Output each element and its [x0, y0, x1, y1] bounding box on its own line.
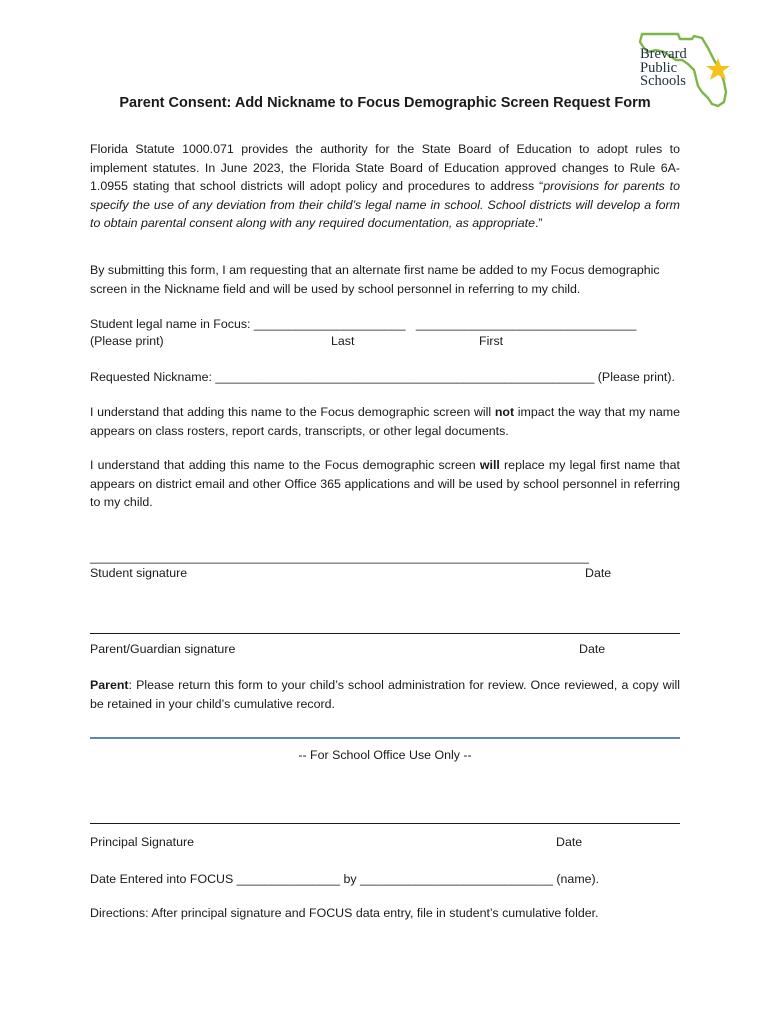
logo-word-schools: Schools	[640, 73, 686, 89]
understand-will-paragraph	[90, 456, 680, 512]
principal-signature-line[interactable]	[90, 823, 680, 824]
submit-paragraph: By submitting this form, I am requesting that an alternate first name be added to my Focus demographic screen in the Nickname field and will be used by school personnel in referring to my child.	[90, 263, 660, 296]
understand-will-bold: will	[479, 458, 500, 472]
please-print-label: (Please print)	[90, 334, 164, 348]
student-signature-label: Student signature	[90, 566, 188, 580]
intro-paragraph	[90, 140, 680, 233]
office-use-header: -- For School Office Use Only --	[298, 748, 472, 762]
nickname-field[interactable]: Requested Nickname: _______________________________________________________ (Please print).	[90, 370, 675, 384]
parent-signature-label: Parent/Guardian signature	[90, 642, 236, 656]
parent-note-text: : Please return this form to your child’s school administration for review. Once reviewed, a copy will be retained in your child’s cumulative record.	[90, 678, 680, 711]
understand-will-after: replace my legal first name that appears on district email and other Office 365 applications and will be used by school personnel in referring to my child.	[90, 458, 680, 509]
understand-not-after: impact the way that my name appears on class rosters, report cards, transcripts, or other legal documents.	[90, 405, 680, 438]
intro-end: .”	[534, 216, 543, 230]
logo-word-public: Public	[640, 59, 678, 76]
first-name-label: First	[479, 334, 504, 348]
principal-date-label: Date	[556, 835, 583, 849]
intro-text: Florida Statute 1000.071 provides the authority for the State Board of Education to adopt rules to implement statutes. In June 2023, the Florida State Board of Education approved changes to Rule 6A-1.0955 stating that school districts will adopt policy and procedures to address “	[90, 142, 680, 193]
understand-not-before: I understand that adding this name to the Focus demographic screen will	[90, 405, 495, 419]
last-name-label: Last	[331, 334, 355, 348]
parent-note-bold: Parent	[90, 678, 129, 692]
principal-signature-label: Principal Signature	[90, 835, 195, 849]
understand-will-before: I understand that adding this name to the Focus demographic screen	[90, 458, 480, 472]
directions-text: Directions: After principal signature and FOCUS data entry, file in student’s cumulative folder.	[90, 906, 599, 920]
student-signature-line[interactable]: ______________________________________________________________________________	[90, 552, 589, 564]
student-date-label: Date	[585, 566, 612, 580]
parent-date-label: Date	[579, 642, 606, 656]
focus-entry-field[interactable]: Date Entered into FOCUS _______________ by ____________________________ (name).	[90, 872, 600, 886]
logo-word-brevard: Brevard	[640, 46, 687, 62]
student-name-field[interactable]: Student legal name in Focus: ______________________ ________________________________	[90, 317, 637, 331]
form-title: Parent Consent: Add Nickname to Focus Demographic Screen Request Form	[119, 95, 651, 111]
parent-signature-line[interactable]	[90, 633, 680, 634]
parent-note-paragraph	[90, 676, 680, 713]
office-divider	[90, 737, 680, 739]
intro-quote: provisions for parents to specify the use of any deviation from their child’s legal name in school. School districts will develop a form to obtain parental consent along with any required documentation, as appropriate	[90, 179, 680, 230]
understand-not-paragraph	[90, 403, 680, 440]
understand-not-bold: not	[494, 405, 515, 419]
